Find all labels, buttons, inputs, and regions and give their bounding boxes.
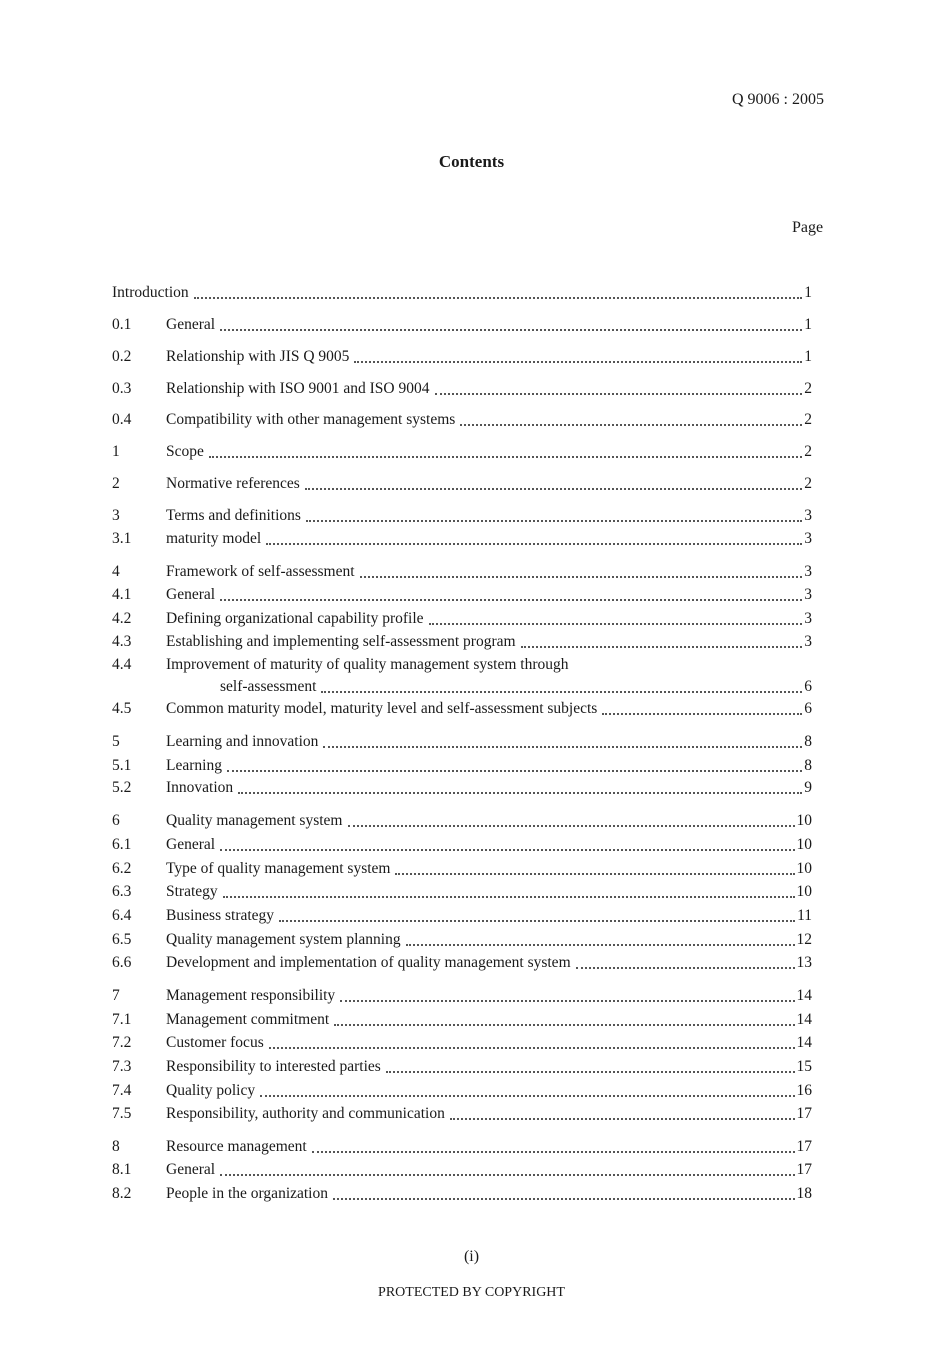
toc-section-title: Learning and innovation [166,733,319,750]
toc-entry [112,778,812,798]
toc-section-title: General [166,1161,216,1178]
toc-leader-dots [227,770,802,772]
toc-entry [112,474,812,494]
toc-section-title: Compatibility with other management systems [166,411,456,428]
toc-page-number: 3 [804,530,812,547]
toc-section-number: 7.3 [112,1058,132,1075]
toc-section-title: Learning [166,757,222,774]
toc-entry [112,882,812,902]
toc-page-number: 17 [796,1138,812,1155]
toc-page-number: 8 [804,733,812,750]
toc-leader-dots [305,488,802,490]
toc-section-title: Responsibility, authority and communication [166,1105,445,1122]
toc-page-number: 13 [796,954,812,971]
toc-page-number: 14 [796,1011,812,1028]
toc-section-number: 1 [112,443,120,460]
toc-section-title: Responsibility to interested parties [166,1058,381,1075]
toc-section-title: Quality policy [166,1082,256,1099]
toc-page-number: 12 [796,931,812,948]
toc-page-number: 3 [804,586,812,603]
toc-section-title: Innovation [166,779,234,796]
toc-section-number: 7.4 [112,1082,132,1099]
toc-entry [112,930,812,950]
toc-page-number: 14 [796,987,812,1004]
toc-leader-dots [312,1151,795,1153]
toc-entry [112,1184,812,1204]
toc-section-number: 5 [112,733,120,750]
toc-section-title: Type of quality management system [166,860,391,877]
toc-section-title: maturity model [166,530,262,547]
toc-leader-dots [360,576,803,578]
toc-leader-dots [220,849,794,851]
toc-entry [112,811,812,831]
toc-section-title: General [166,316,216,333]
toc-entry [112,756,812,776]
toc-section-number: 8.1 [112,1161,132,1178]
toc-section-title: Development and implementation of quality management system [166,954,571,971]
toc-section-number: 4.2 [112,610,132,627]
toc-leader-dots [429,623,803,625]
toc-page-number: 2 [804,475,812,492]
toc-page-number: 2 [804,380,812,397]
toc-section-title: Terms and definitions [166,507,301,524]
toc-leader-dots [576,967,795,969]
toc-entry [112,1010,812,1030]
toc-page-number: 3 [804,507,812,524]
toc-section-number: 5.1 [112,757,132,774]
toc-entry [112,732,812,752]
toc-leader-dots [269,1047,795,1049]
toc-section-number: 6.3 [112,883,132,900]
footer-page-number: (i) [463,1248,480,1265]
toc-page-number: 1 [804,316,812,333]
toc-section-number: 4.1 [112,586,132,603]
toc-entry [112,835,812,855]
toc-section-number: 7.5 [112,1105,132,1122]
toc-entry [112,1137,812,1157]
toc-page-number: 17 [796,1105,812,1122]
toc-page-number: 1 [804,284,812,301]
toc-entry [112,410,812,430]
toc-page-number: 3 [804,563,812,580]
toc-section-number: 7 [112,987,120,1004]
toc-page-number: 10 [796,812,812,829]
toc-leader-dots [450,1118,795,1120]
toc-leader-dots [521,646,803,648]
toc-section-title: Management responsibility [166,987,336,1004]
toc-section-number: 8.2 [112,1185,132,1202]
toc-entry [112,347,812,367]
toc-page-number: 6 [804,700,812,717]
toc-section-number: 0.2 [112,348,132,365]
toc-section-title: Customer focus [166,1034,264,1051]
toc-leader-dots [334,1024,794,1026]
toc-section-number: 4 [112,563,120,580]
toc-section-title: Introduction [112,284,189,301]
toc-section-number: 6 [112,812,120,829]
toc-entry [112,529,812,549]
toc-section-title: Scope [166,443,204,460]
toc-section-title: General [166,836,216,853]
toc-section-number: 8 [112,1138,120,1155]
toc-section-title: Resource management [166,1138,307,1155]
toc-entry [112,1160,812,1180]
toc-entry [112,506,812,526]
toc-leader-dots [435,393,803,395]
toc-section-number: 3.1 [112,530,132,547]
toc-leader-dots [323,746,802,748]
toc-entry [112,1033,812,1053]
toc-section-number: 0.4 [112,411,132,428]
toc-page-number: 11 [797,907,812,924]
toc-section-number: 0.1 [112,316,132,333]
toc-entry [112,609,812,629]
toc-page-number: 17 [796,1161,812,1178]
toc-leader-dots [279,920,795,922]
toc-section-number: 6.6 [112,954,132,971]
toc-section-number: 6.2 [112,860,132,877]
toc-section-number: 6.1 [112,836,132,853]
toc-leader-dots [220,599,802,601]
toc-page-number: 10 [796,883,812,900]
toc-leader-dots [209,456,802,458]
toc-section-title: Management commitment [166,1011,330,1028]
toc-entry [112,1057,812,1077]
toc-section-number: 2 [112,475,120,492]
toc-section-title: Quality management system planning [166,931,401,948]
toc-leader-dots [386,1071,795,1073]
toc-section-title: Improvement of maturity of quality management system through [166,656,569,673]
toc-section-number: 5.2 [112,779,132,796]
toc-section-number: 3 [112,507,120,524]
toc-page-number: 1 [804,348,812,365]
toc-section-title: Normative references [166,475,300,492]
toc-entry [112,562,812,582]
toc-section-number: 7.2 [112,1034,132,1051]
toc-leader-dots [260,1095,794,1097]
toc-page-number: 3 [804,633,812,650]
toc-entry [112,442,812,462]
toc-entry [112,585,812,605]
toc-section-title: People in the organization [166,1185,328,1202]
toc-leader-dots [395,873,794,875]
toc-page-number: 2 [804,411,812,428]
toc-entry [112,986,812,1006]
toc-page-number: 8 [804,757,812,774]
toc-section-title: Common maturity model, maturity level and self-assessment subjects [166,700,598,717]
toc-entry [112,906,812,926]
toc-leader-dots [266,543,802,545]
toc-entry [112,655,812,675]
toc-page-number: 9 [804,779,812,796]
toc-page-number: 18 [796,1185,812,1202]
toc-section-number: 6.4 [112,907,132,924]
toc-leader-dots [460,424,802,426]
toc-leader-dots [220,329,802,331]
toc-entry [112,632,812,652]
toc-entry [166,677,812,697]
toc-leader-dots [238,792,802,794]
toc-leader-dots [602,713,802,715]
toc-section-title: Framework of self-assessment [166,563,355,580]
toc-leader-dots [340,1000,794,1002]
toc-entry [112,283,812,303]
toc-page-number: 6 [804,678,812,695]
toc-section-title: Strategy [166,883,218,900]
toc-entry [112,379,812,399]
toc-leader-dots [321,691,802,693]
toc-entry [112,1104,812,1124]
toc-section-title: Business strategy [166,907,275,924]
toc-section-title: General [166,586,216,603]
toc-entry [112,953,812,973]
contents-title: Contents [438,152,505,171]
toc-page-number: 15 [796,1058,812,1075]
toc-section-number: 4.5 [112,700,132,717]
toc-section-number: 4.4 [112,656,132,673]
toc-section-number: 4.3 [112,633,132,650]
toc-page-number: 10 [796,836,812,853]
copyright-notice: PROTECTED BY COPYRIGHT [378,1285,565,1300]
toc-entry [112,699,812,719]
toc-section-title: self-assessment [220,678,317,695]
toc-page-number: 10 [796,860,812,877]
toc-leader-dots [348,825,795,827]
toc-entry [112,859,812,879]
toc-section-number: 6.5 [112,931,132,948]
toc-section-title: Quality management system [166,812,343,829]
toc-leader-dots [194,297,803,299]
toc-entry [112,315,812,335]
toc-page-number: 16 [796,1082,812,1099]
document-id: Q 9006 : 2005 [732,91,824,108]
toc-section-number: 0.3 [112,380,132,397]
toc-leader-dots [333,1198,795,1200]
toc-section-number: 7.1 [112,1011,132,1028]
page-column-label: Page [792,219,824,236]
toc-page-number: 2 [804,443,812,460]
toc-leader-dots [223,896,795,898]
toc-section-title: Establishing and implementing self-assessment program [166,633,516,650]
toc-section-title: Defining organizational capability profile [166,610,424,627]
toc-leader-dots [220,1174,794,1176]
toc-page-number: 14 [796,1034,812,1051]
toc-page-number: 3 [804,610,812,627]
toc-leader-dots [406,944,795,946]
toc-leader-dots [306,520,802,522]
toc-entry [112,1081,812,1101]
toc-section-title: Relationship with ISO 9001 and ISO 9004 [166,380,430,397]
toc-leader-dots [354,361,802,363]
toc-section-title: Relationship with JIS Q 9005 [166,348,350,365]
